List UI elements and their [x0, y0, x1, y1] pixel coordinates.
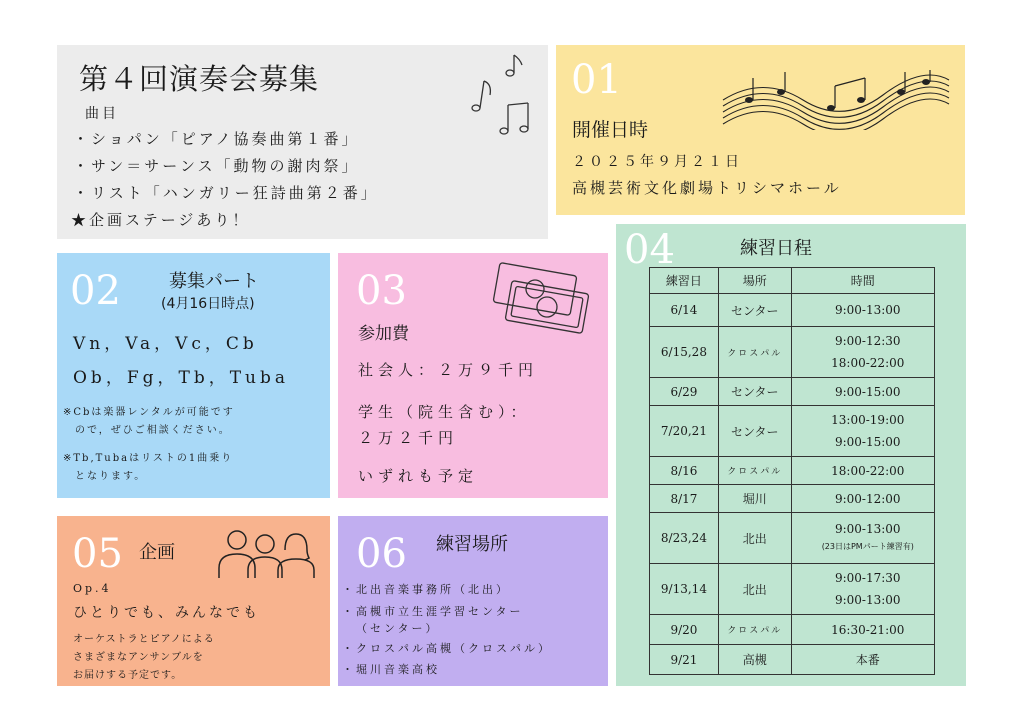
schedule-panel — [616, 224, 966, 686]
cell-date: 8/17 — [650, 485, 719, 513]
column-header: 場所 — [718, 268, 791, 294]
description: さまざまなアンサンブルを — [73, 652, 204, 663]
song-item: ・ショパン「ピアノ協奏曲第１番」 — [73, 130, 360, 148]
description: オーケストラとピアノによる — [73, 634, 215, 645]
column-header: 練習日 — [650, 268, 719, 294]
table-row — [650, 378, 935, 406]
parts-note: ので，ぜひご相談ください。 — [75, 425, 231, 436]
cell-time — [791, 406, 934, 457]
page-title: 第４回演奏会募集 — [79, 62, 320, 96]
table-row — [650, 513, 935, 564]
time-value: 9:00-15:00 — [834, 384, 901, 399]
venue-item: ・北出音楽事務所（北出） — [342, 583, 510, 596]
section-number: 04 — [624, 227, 675, 273]
section-number: 03 — [356, 268, 407, 314]
song-item: ・サン＝サーンス「動物の謝肉祭」 — [73, 157, 360, 175]
time-value: 9:00-13:00 — [834, 303, 901, 317]
cell-time — [791, 513, 934, 564]
music-notes-icon — [462, 53, 542, 148]
venue-item: ・堀川音楽高校 — [342, 663, 440, 676]
cell-time — [791, 327, 934, 378]
section-heading: 参加費 — [358, 324, 409, 344]
section-heading: 企画 — [139, 542, 175, 563]
section-number: 02 — [70, 268, 121, 314]
table-row — [650, 615, 935, 645]
parts-panel — [57, 253, 330, 498]
cell-time — [791, 645, 934, 675]
parts-note: となります。 — [75, 471, 147, 482]
music-staff-icon — [721, 70, 951, 130]
fee-student: ２万２千円 — [358, 429, 459, 447]
table-row — [650, 485, 935, 513]
cell-time — [791, 485, 934, 513]
table-row — [650, 457, 935, 485]
cell-place: 北出 — [718, 513, 791, 564]
event-panel — [556, 45, 965, 215]
stage-note: ★企画ステージあり！ — [71, 211, 251, 229]
cell-place: 高槻 — [718, 645, 791, 675]
parts-list: Vn，Va，Vc，Cb — [73, 334, 258, 354]
cell-time — [791, 294, 934, 327]
venue-item-note: （センター） — [356, 622, 440, 635]
table-row — [650, 327, 935, 378]
venue-item: ・クロスパル高槻（クロスパル） — [342, 642, 552, 655]
fee-adult: 社会人：２万９千円 — [358, 361, 539, 379]
cell-place: 堀川 — [718, 485, 791, 513]
cell-date: 7/20,21 — [650, 406, 719, 457]
cell-date: 6/15,28 — [650, 327, 719, 378]
time-value: 16:30-21:00 — [831, 622, 905, 637]
venue-panel — [338, 516, 608, 686]
fee-note: いずれも予定 — [358, 467, 479, 485]
event-date: ２０２５年９月２１日 — [572, 154, 742, 170]
fee-panel — [338, 253, 608, 498]
time-value: 9:00-13:00 — [834, 593, 901, 607]
songs-label: 曲目 — [85, 106, 119, 122]
cell-place: センター — [718, 406, 791, 457]
time-value: 18:00-22:00 — [831, 463, 905, 478]
cell-time — [791, 457, 934, 485]
cell-place: クロスパル — [718, 457, 791, 485]
event-venue: 高槻芸術文化劇場トリシマホール — [572, 179, 842, 197]
time-value: 9:00-13:00 — [834, 522, 901, 536]
section-subheading: (4月16日時点) — [161, 296, 255, 312]
time-value: 9:00-12:00 — [834, 491, 901, 506]
time-value: 本番 — [855, 652, 880, 667]
parts-note: ※Tb,Tubaはリストの1曲乗り — [63, 453, 234, 464]
cell-date: 9/21 — [650, 645, 719, 675]
tagline: ひとりでも、みんなでも — [73, 605, 260, 621]
time-note: (23日はPMパート練習有) — [821, 542, 914, 551]
op-number: Op.4 — [73, 582, 112, 595]
time-value: 9:00-12:30 — [834, 334, 901, 348]
schedule-table — [649, 267, 935, 675]
column-header: 時間 — [791, 268, 934, 294]
table-row — [650, 406, 935, 457]
time-value: 13:00-19:00 — [831, 413, 905, 427]
cell-place: センター — [718, 294, 791, 327]
fee-student-label: 学生（院生含む）： — [358, 403, 531, 421]
table-row — [650, 294, 935, 327]
venue-item: ・高槻市立生涯学習センター — [342, 605, 524, 618]
cell-time — [791, 564, 934, 615]
people-icon — [215, 524, 315, 580]
section-number: 01 — [571, 57, 622, 103]
parts-note: ※Cbは楽器レンタルが可能です — [63, 407, 235, 418]
cell-date: 6/29 — [650, 378, 719, 406]
time-value: 18:00-22:00 — [831, 356, 905, 370]
cell-date: 9/20 — [650, 615, 719, 645]
cell-date: 6/14 — [650, 294, 719, 327]
section-heading: 募集パート — [169, 271, 259, 292]
parts-list: Ob，Fg，Tb，Tuba — [73, 368, 290, 388]
cell-place: 北出 — [718, 564, 791, 615]
time-value: 9:00-17:30 — [834, 571, 901, 585]
cell-time — [791, 378, 934, 406]
cell-place: クロスパル — [718, 615, 791, 645]
table-row — [650, 645, 935, 675]
song-item: ・リスト「ハンガリー狂詩曲第２番」 — [73, 184, 379, 202]
money-bills-icon — [488, 259, 593, 339]
cell-time — [791, 615, 934, 645]
section-heading: 開催日時 — [572, 119, 649, 141]
section-heading: 練習場所 — [436, 534, 508, 555]
section-heading: 練習日程 — [740, 238, 812, 259]
section-number: 06 — [356, 531, 407, 577]
time-value: 9:00-15:00 — [834, 435, 901, 449]
cell-date: 8/23,24 — [650, 513, 719, 564]
description: お届けする予定です。 — [73, 670, 183, 681]
project-panel — [57, 516, 330, 686]
cell-place: クロスパル — [718, 327, 791, 378]
section-number: 05 — [72, 531, 123, 577]
table-row — [650, 564, 935, 615]
cell-date: 8/16 — [650, 457, 719, 485]
cell-place: センター — [718, 378, 791, 406]
title-panel — [57, 45, 548, 239]
table-header-row — [650, 268, 935, 294]
cell-date: 9/13,14 — [650, 564, 719, 615]
